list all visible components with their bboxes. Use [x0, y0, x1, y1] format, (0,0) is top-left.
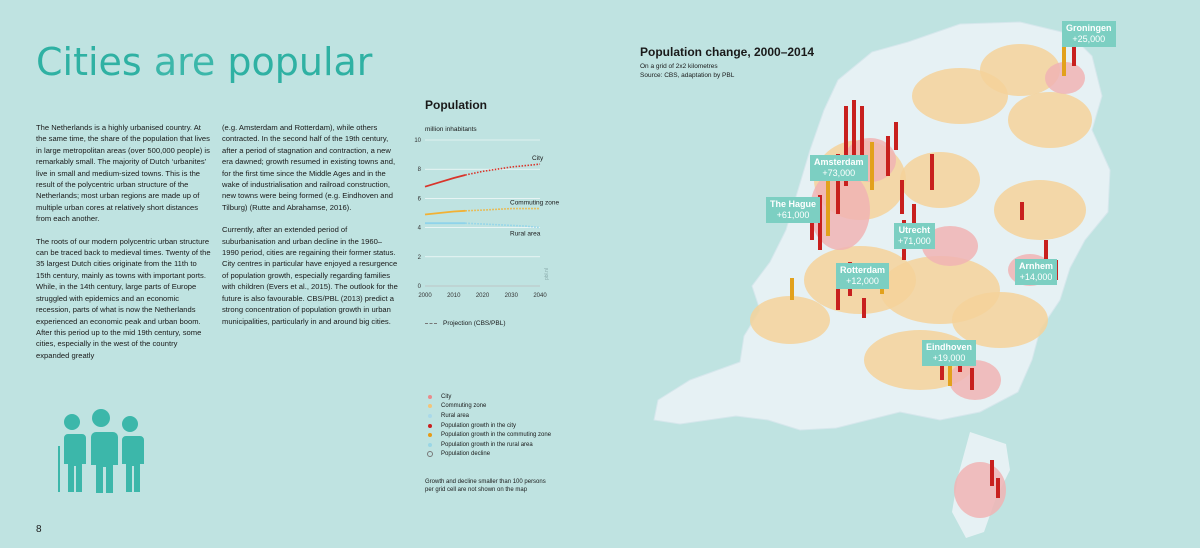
growth-spike	[900, 180, 904, 214]
city-label-utrecht	[894, 223, 935, 249]
city-label-amsterdam	[810, 155, 868, 181]
legend-note: Growth and decline smaller than 100 persons per grid cell are not shown on the map	[425, 479, 546, 493]
paragraph: The Netherlands is a highly urbanised country. At the same time, the share of the population that lives in large metropolitan areas (over 500,000 people) is remarkably small. The majority of Dutch ‘urbanites’ live in small and medium-sized towns. This is the result of the polycentric urban structure of the Netherlands; most urban regions are made up of multiple urban cores at relatively short distances from each another.	[36, 123, 210, 224]
page-title	[36, 40, 372, 84]
region-blob	[750, 296, 830, 344]
city-name: Groningen	[1066, 23, 1112, 33]
population-chart	[410, 132, 560, 310]
region-blob	[1008, 92, 1092, 148]
city-name: Eindhoven	[926, 342, 973, 352]
growth-spike	[790, 278, 794, 300]
city-value: +14,000	[1019, 272, 1053, 282]
x-tick-label: 2010	[447, 293, 461, 299]
x-tick-label: 2000	[418, 293, 432, 299]
y-tick-label: 6	[417, 196, 421, 203]
region-blob	[949, 360, 1001, 400]
legend-label: Population growth in the city	[441, 422, 517, 429]
map-title: Population change, 2000–2014	[640, 45, 815, 59]
projection-legend	[425, 320, 506, 327]
paragraph: The roots of our modern polycentric urban structure can be traced back to medieval times. Twenty of the 35 largest Dutch cities originate from the 11th to 15th century, mainly as towns with important ports. While, in the 14th century, large parts of Europe struggled with epidemics and an economic recession, parts of what is now the Netherlands experienced an economic peak and urban boom. After this period up to the mid 19th century, some cities, especially in the west of the country expanded greatly	[36, 236, 211, 360]
page-number: 8	[36, 524, 42, 535]
x-tick-label: 2030	[504, 293, 518, 299]
series-label: City	[532, 155, 544, 163]
series-label: Rural area	[510, 230, 541, 238]
title-word-1: Cities	[36, 40, 142, 84]
legend-item	[425, 402, 551, 412]
x-tick-label: 2020	[475, 293, 490, 299]
legend-label: Population growth in the commuting zone	[441, 432, 552, 439]
y-tick-label: 8	[417, 167, 421, 174]
legend-item	[425, 421, 551, 431]
dot-icon	[428, 443, 432, 447]
city-name: Amsterdam	[814, 157, 864, 167]
decline-ring-icon	[427, 451, 433, 457]
people-icon	[54, 402, 150, 498]
legend-swatch	[425, 443, 435, 447]
city-label-the-hague	[766, 197, 820, 223]
map-source: Source: CBS, adaptation by PBL	[640, 72, 735, 79]
text-column-1	[36, 122, 212, 372]
paragraph: (e.g. Amsterdam and Rotterdam), while others contracted. In the second half of the 19th century, after a period of stagnation and contraction, a new era dawned; growth resumed in existing towns and, for the first time since the Middle Ages and in the wake of industrialisation and railroad construction, new towns were being formed (e.g. Eindhoven and Tilburg) (Rutte and Abrahamse, 2016).	[222, 123, 396, 212]
map-grid-note: On a grid of 2x2 kilometres	[640, 63, 718, 70]
map-subtitle	[640, 62, 734, 80]
growth-spike	[862, 298, 866, 318]
y-tick-label: 10	[414, 138, 421, 144]
series-projection-0	[465, 164, 540, 175]
city-value: +73,000	[822, 168, 856, 178]
chart-title: Population	[425, 98, 487, 112]
projection-label: Projection (CBS/PBL)	[443, 320, 506, 327]
y-tick-label: 0	[417, 284, 421, 290]
map-legend	[425, 392, 551, 459]
growth-spike	[1020, 202, 1024, 220]
series-projection-1	[465, 209, 540, 211]
y-tick-label: 4	[417, 225, 421, 232]
legend-swatch	[425, 424, 435, 428]
dot-icon	[428, 433, 432, 437]
city-value: +12,000	[846, 276, 879, 286]
chart-ylabel: million inhabitants	[425, 126, 477, 133]
series-line-0	[425, 175, 465, 187]
growth-spike	[894, 122, 898, 150]
paragraph: Currently, after an extended period of suburbanisation and urban decline in the 1960–1990 period, cities are regaining their former status. City centres in particular have enjoyed a resurgence of population growth, especially regarding families with children (Evers et al., 2015). The outlook for the future is also favourable. CBS/PBL (2013) predict a strong concentration of population growth in urban municipalities, particularly in and around big cities.	[222, 225, 398, 326]
dot-icon	[428, 414, 432, 418]
legend-swatch	[425, 414, 435, 418]
legend-label: Rural area	[441, 412, 470, 419]
legend-item	[425, 430, 551, 440]
dashed-line-icon	[425, 323, 437, 324]
title-word-3: popular	[227, 40, 373, 84]
legend-item	[425, 411, 551, 421]
series-projection-2	[465, 223, 540, 227]
legend-label: City	[441, 393, 452, 400]
city-value: +61,000	[776, 210, 810, 220]
dot-icon	[428, 424, 432, 428]
growth-spike	[990, 460, 994, 486]
city-value: +25,000	[1072, 34, 1106, 44]
legend-item	[425, 392, 551, 402]
legend-item	[425, 440, 551, 450]
region-blob	[994, 180, 1086, 240]
city-label-arnhem	[1015, 259, 1057, 285]
city-value: +19,000	[932, 353, 966, 363]
city-name: The Hague	[770, 199, 817, 209]
dot-icon	[428, 395, 432, 399]
x-tick-label: 2040	[533, 293, 547, 299]
city-label-groningen	[1062, 21, 1116, 47]
dot-icon	[428, 404, 432, 408]
city-name: Rotterdam	[840, 265, 886, 275]
legend-swatch	[425, 451, 435, 457]
growth-spike	[996, 478, 1000, 498]
series-label: Commuting zone	[510, 199, 560, 207]
legend-label: Population decline	[441, 451, 491, 458]
city-value: +71,000	[898, 236, 931, 246]
city-label-eindhoven	[922, 340, 976, 366]
growth-spike	[930, 154, 934, 190]
region-blob	[900, 152, 980, 208]
legend-item	[425, 450, 551, 460]
netherlands-map	[640, 0, 1200, 548]
legend-swatch	[425, 433, 435, 437]
legend-swatch	[425, 395, 435, 399]
city-name: Arnhem	[1019, 261, 1054, 271]
city-name: Utrecht	[898, 225, 931, 235]
title-word-2: are	[153, 40, 216, 84]
series-line-1	[425, 211, 465, 215]
city-label-rotterdam	[836, 263, 889, 289]
source-tag: pbl.nl	[544, 268, 550, 280]
growth-spike	[886, 136, 890, 176]
y-tick-label: 2	[417, 254, 421, 261]
legend-label: Commuting zone	[441, 403, 487, 410]
growth-spike	[970, 368, 974, 390]
legend-swatch	[425, 404, 435, 408]
growth-spike	[870, 142, 874, 190]
legend-label: Population growth in the rural area	[441, 441, 533, 448]
text-column-2	[222, 122, 398, 338]
